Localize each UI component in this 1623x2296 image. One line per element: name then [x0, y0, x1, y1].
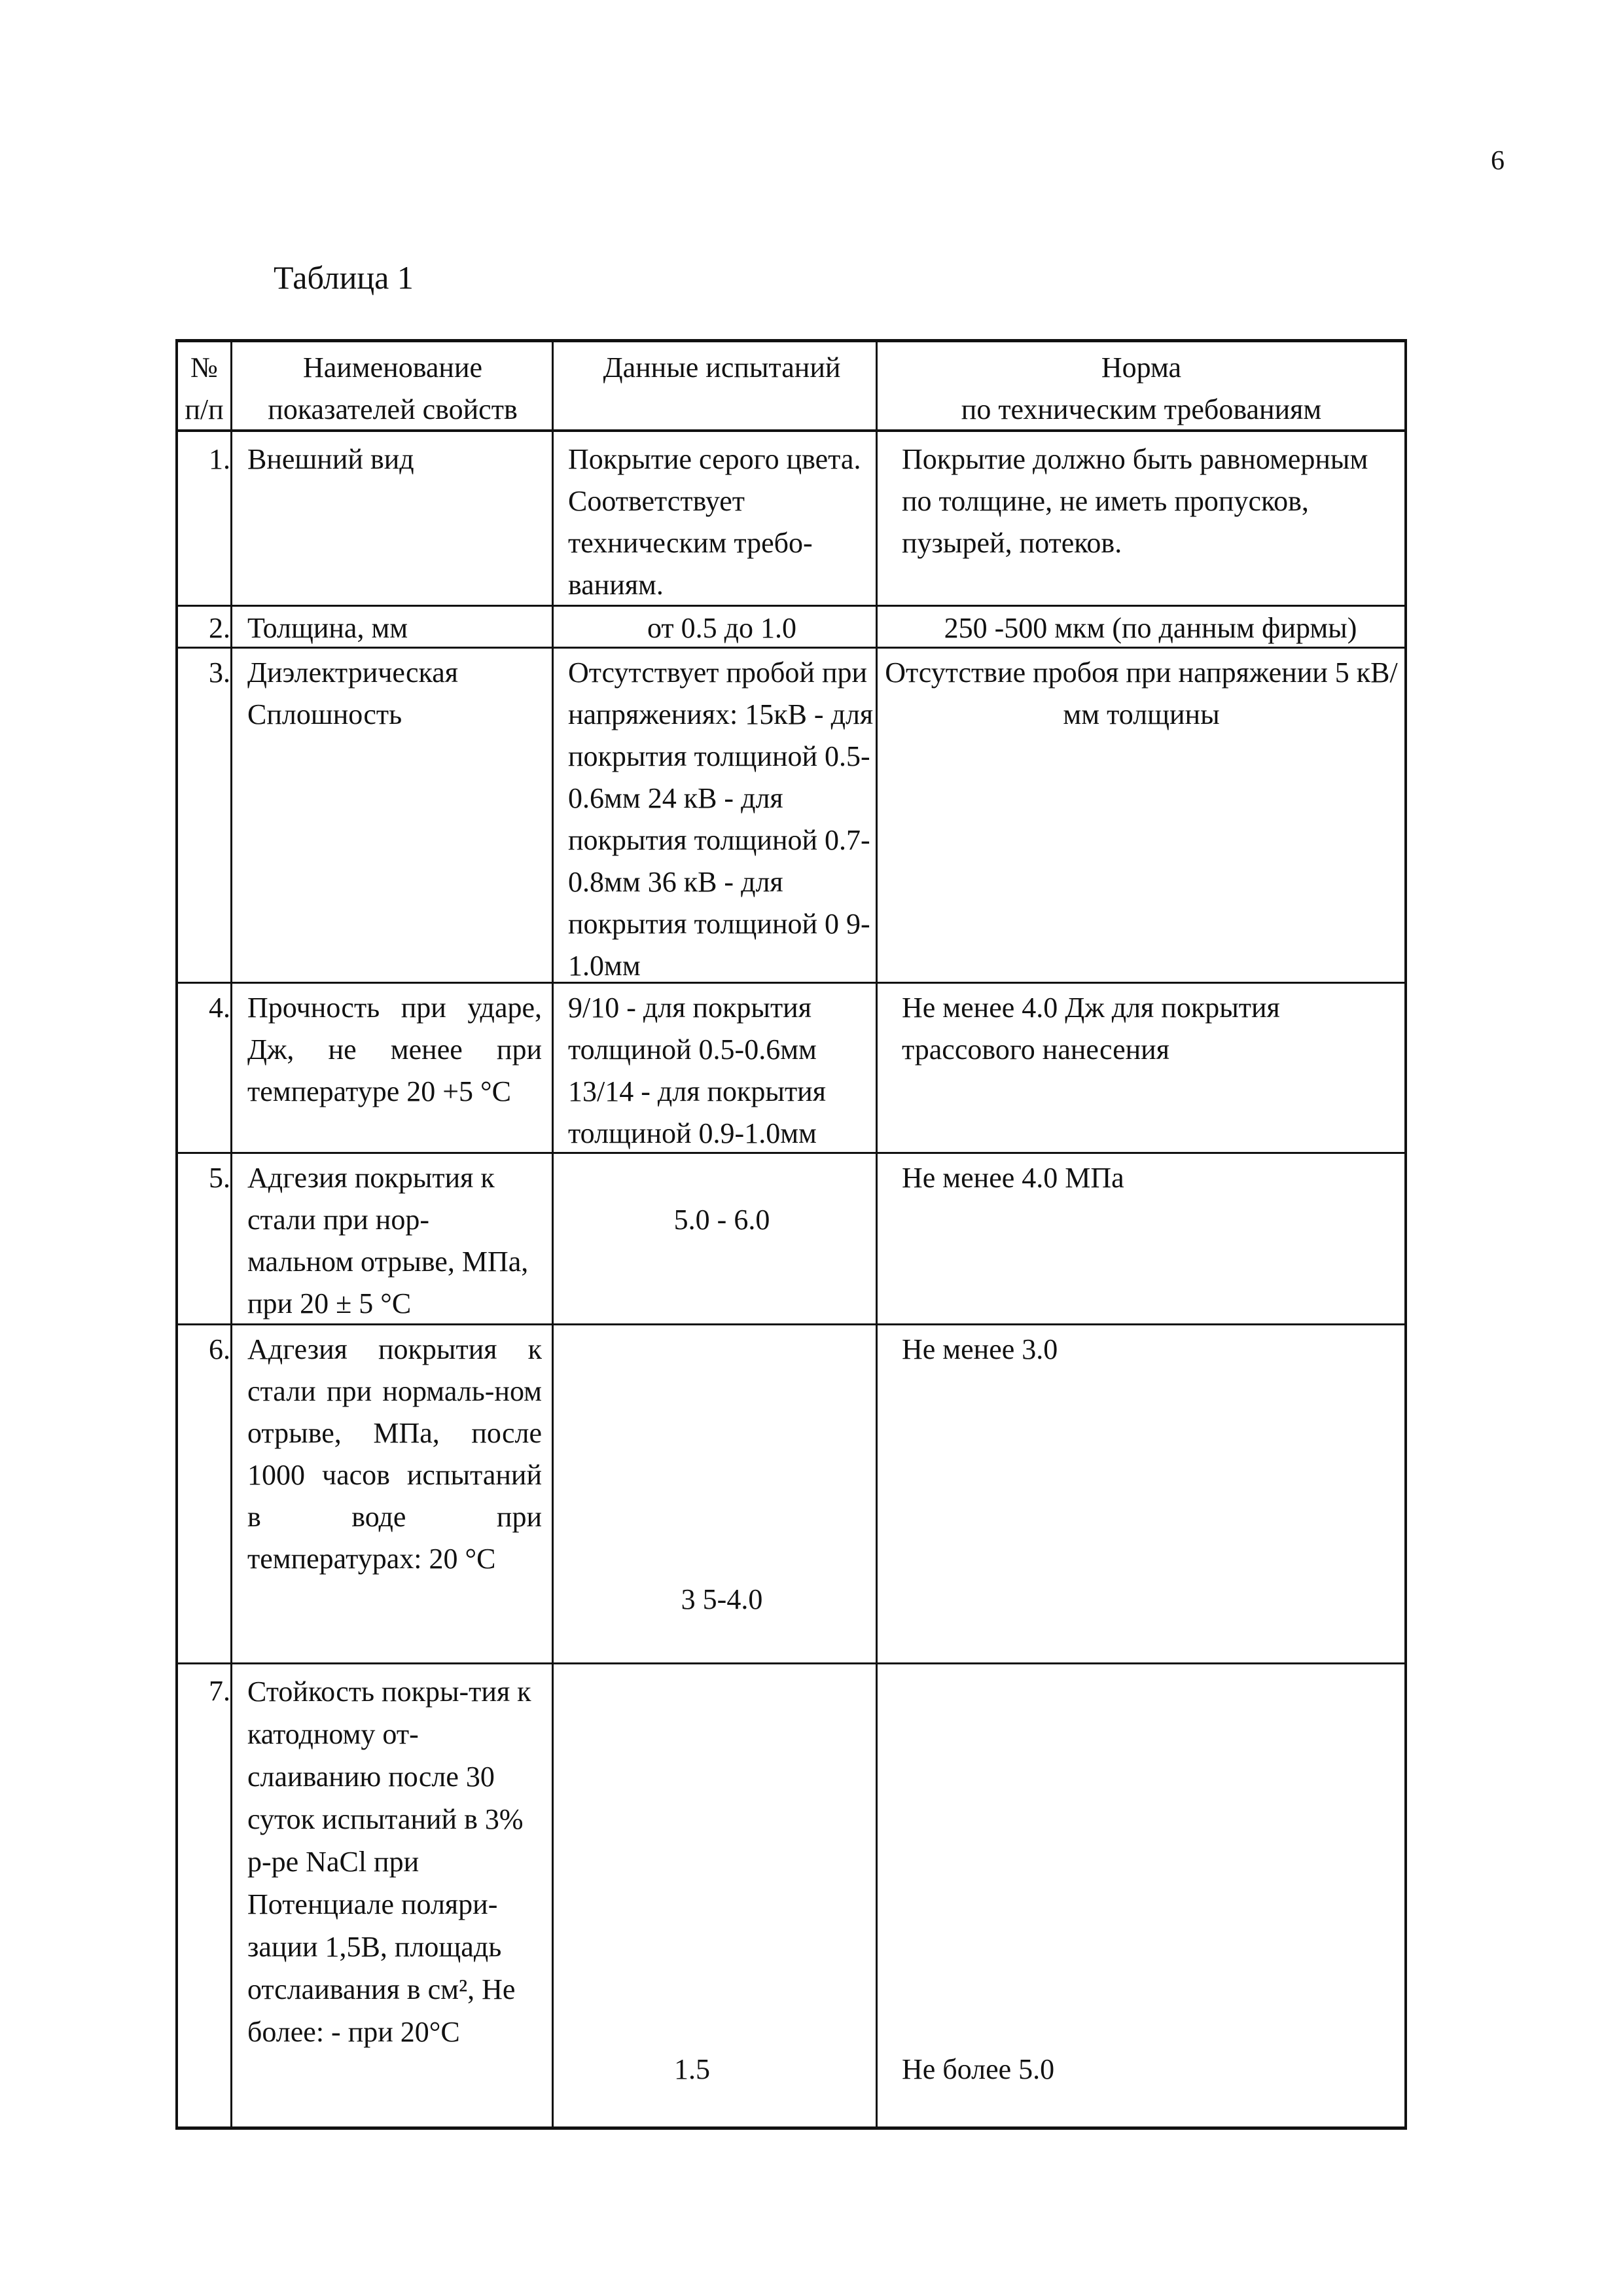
row-property-name: Толщина, мм	[247, 612, 408, 644]
row-property-name: Стойкость покры-тия к катодному от-слаиванию после 30 суток испытаний в 3% р-ре NaCl при Потенциале поляри-зации 1,5В, площадь отслаивания в см², Не более: - при 20°С	[247, 1676, 531, 2048]
row-property-name: Прочность при ударе, Дж, не менее при температуре 20 +5 °С	[247, 992, 542, 1107]
row-norm: Покрытие должно быть равномерным по толщине, не иметь пропусков, пузырей, потеков.	[902, 443, 1368, 559]
row-number: 1.	[209, 443, 230, 475]
table-right-border	[1404, 339, 1407, 2130]
row-norm: 250 -500 мкм (по данным фирмы)	[944, 612, 1357, 644]
row-test-data: 3 5-4.0	[681, 1583, 763, 1615]
row-number: 4.	[209, 992, 230, 1024]
row-number: 7.	[209, 1675, 230, 1707]
row-test-data: Отсутствует пробой при напряжениях: 15кВ - для покрытия толщиной 0.5-0.6мм 24 кВ - для покрытия толщиной 0.7-0.8мм 36 кВ - для покрытия толщиной 0 9-1.0мм	[568, 656, 874, 982]
row-number: 6.	[209, 1333, 230, 1365]
row-test-data: 1.5	[674, 2053, 710, 2085]
column-divider	[230, 339, 232, 2130]
row-norm: Не более 5.0	[902, 2053, 1055, 2085]
row-norm: Не менее 3.0	[902, 1333, 1058, 1365]
row-property-name: Диэлектрическая Сплошность	[247, 656, 459, 730]
header-property-name: Наименование показателей свойств	[268, 351, 518, 425]
header-norm: Норма по техническим требованиям	[961, 351, 1322, 425]
row-divider	[175, 1662, 1407, 1664]
table-bottom-border	[175, 2126, 1407, 2130]
header-test-data: Данные испытаний	[603, 351, 841, 384]
page-number: 6	[1491, 146, 1505, 176]
column-divider	[876, 339, 878, 2130]
row-test-data: Покрытие серого цвета. Соответствует техническим требо-ваниям.	[568, 443, 861, 601]
row-number: 2.	[209, 612, 230, 644]
table-caption: Таблица 1	[274, 259, 414, 296]
row-property-name: Адгезия покрытия к стали при нормаль-ном отрыве, МПа, после 1000 часов испытаний в воде при температурах: 20 °С	[247, 1333, 542, 1575]
row-number: 5.	[209, 1162, 230, 1194]
header-number: № п/п	[185, 351, 224, 425]
row-norm: Не менее 4.0 Дж для покрытия трассового нанесения	[902, 992, 1280, 1066]
row-test-data: 5.0 - 6.0	[673, 1204, 770, 1236]
row-property-name: Адгезия покрытия к стали при нор-мальном отрыве, МПа, при 20 ± 5 °С	[247, 1162, 529, 1319]
table-top-border	[175, 339, 1407, 342]
row-property-name: Внешний вид	[247, 443, 414, 475]
row-norm: Не менее 4.0 МПа	[902, 1162, 1124, 1194]
row-test-data: от 0.5 до 1.0	[647, 612, 797, 644]
column-divider	[552, 339, 554, 2130]
row-test-data: 9/10 - для покрытия толщиной 0.5-0.6мм 13/14 - для покрытия толщиной 0.9-1.0мм	[568, 992, 826, 1149]
row-norm: Отсутствие пробоя при напряжении 5 кВ/мм толщины	[885, 656, 1398, 730]
row-number: 3.	[209, 656, 230, 689]
